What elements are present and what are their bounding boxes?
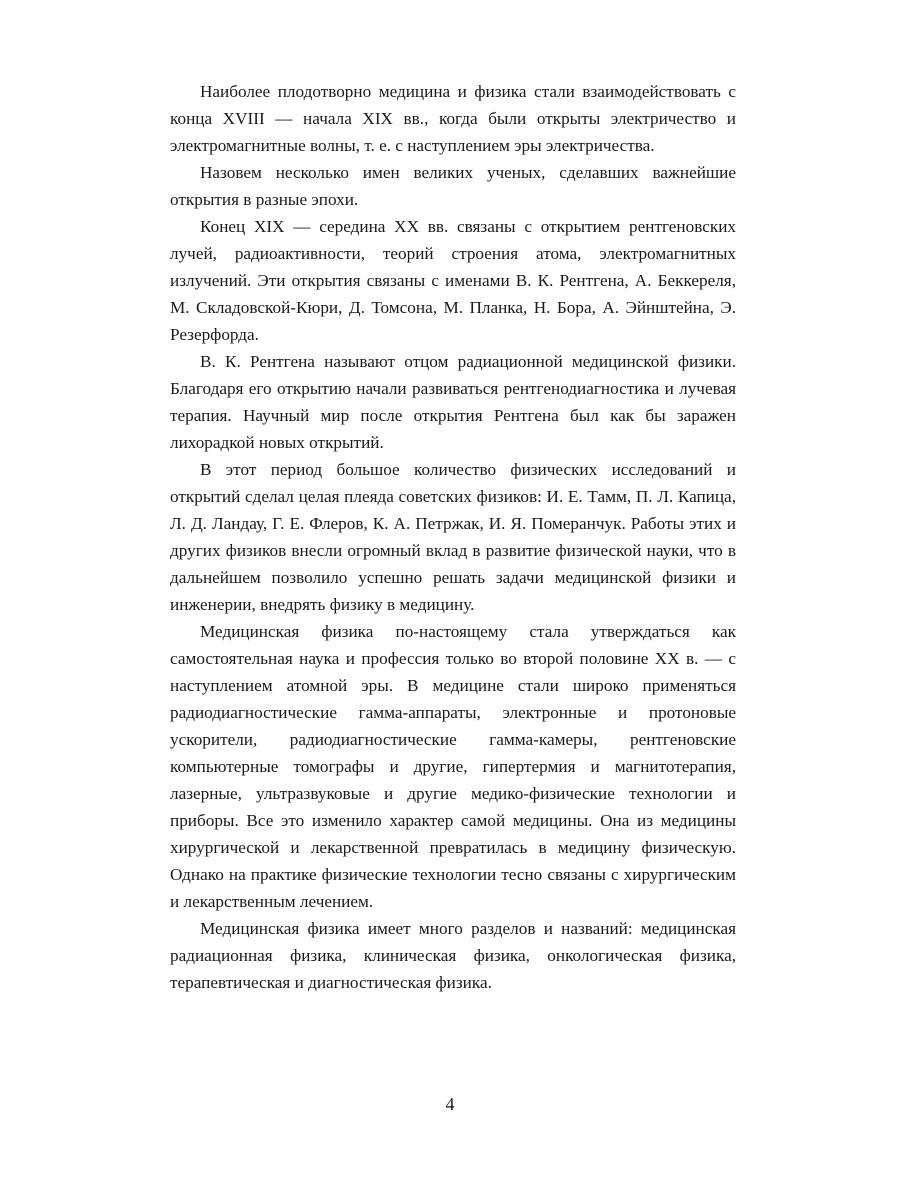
paragraph-6: Медицинская физика по-настоящему стала утверждаться как самостоятельная наука и профессия только во второй половине XX в. — с наступлением атомной эры. В медицине стали широко применяться радиодиагностические гамма-аппараты, электронные и протоновые ускорители, радиодиагностические гамма-камеры, рентгеновские компьютерные томографы и другие, гипертермия и магнитотерапия, лазерные, ультразвуковые и другие медико-физические технологии и приборы. Все это изменило характер самой медицины. Она из медицины хирургической и лекарственной превратилась в медицину физическую. Однако на практике физические технологии тесно связаны с хирургическим и лекарственным лечением. (170, 622, 736, 911)
paragraph-5: В этот период большое количество физических исследований и открытий сделал целая плеяда советских физиков: И. Е. Тамм, П. Л. Капица, Л. Д. Ландау, Г. Е. Флеров, К. А. Петржак, И. Я. Померанчук. Работы этих и других физиков внесли огромный вклад в развитие физической науки, что в дальнейшем позволило успешно решать задачи медицинской физики и инженерии, внедрять физику в медицину. (170, 460, 736, 614)
paragraph-2: Назовем несколько имен великих ученых, сделавших важнейшие открытия в разные эпохи. (170, 163, 736, 209)
page-number: 4 (445, 1094, 455, 1114)
page-body (170, 78, 736, 996)
paragraph-1: Наиболее плодотворно медицина и физика стали взаимодействовать с конца XVIII — начала XIX вв., когда были открыты электричество и электромагнитные волны, т. е. с наступлением эры электричества. (170, 82, 736, 155)
paragraph-7: Медицинская физика имеет много разделов и названий: медицинская радиационная физика, клиническая физика, онкологическая физика, терапевтическая и диагностическая физика. (170, 919, 736, 992)
paragraph-4: В. К. Рентгена называют отцом радиационной медицинской физики. Благодаря его открытию начали развиваться рентгенодиагностика и лучевая терапия. Научный мир после открытия Рентгена был как бы заражен лихорадкой новых открытий. (170, 352, 736, 452)
paragraph-3: Конец XIX — середина XX вв. связаны с открытием рентгеновских лучей, радиоактивности, теорий строения атома, электромагнитных излучений. Эти открытия связаны с именами В. К. Рентгена, А. Беккереля, М. Складовской-Кюри, Д. Томсона, М. Планка, Н. Бора, А. Эйнштейна, Э. Резерфорда. (170, 217, 736, 344)
